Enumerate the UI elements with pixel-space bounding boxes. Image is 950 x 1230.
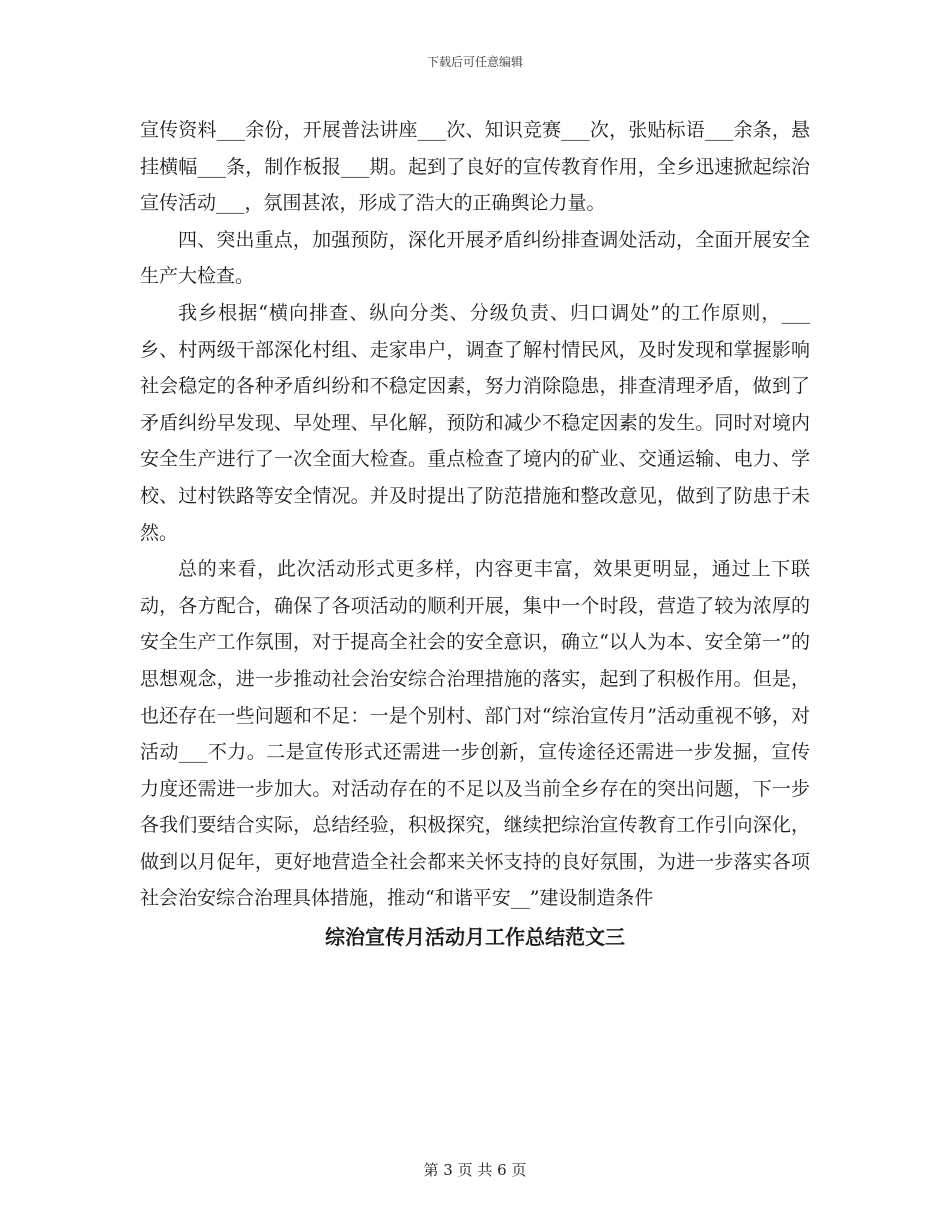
paragraph-summary: 总的来看，此次活动形式更多样，内容更丰富，效果更明显，通过上下联动，各方配合，确保了各项活动的顺利开展，集中一个时段，营造了较为浓厚的安全生产工作氛围，对于提高全社会的安全意识，确立“以人为本、安全第一”的思想观念，进一步推动社会治安综合治理措施的落实，起到了积极作用。但是，也还存在一些问题和不足：一是个别村、部门对“综治宣传月”活动重视不够，对活动___不力。二是宣传形式还需进一步创新，宣传途径还需进一步发掘，宣传力度还需进一步加大。对活动存在的不足以及当前全乡存在的突出问题，下一步各我们要结合实际，总结经验，积极探究，继续把综治宣传教育工作引向深化，做到以月促年，更好地营造全社会都来关怀支持的良好氛围，为进一步落实各项社会治安综合治理具体措施，推动“和谐平安__”建设制造条件 bbox=[140, 558, 810, 910]
paragraph-section-four-heading: 四、突出重点，加强预防，深化开展矛盾纠纷排查调处活动，全面开展安全生产大检查。 bbox=[140, 228, 810, 288]
document-body bbox=[140, 112, 810, 955]
section-title: 综治宣传月活动月工作总结范文三 bbox=[325, 925, 625, 950]
paragraph-publicity-stats: 宣传资料___余份，开展普法讲座___次、知识竞赛___次，张贴标语___余条，悬挂横幅___条，制作板报___期。起到了良好的宣传教育作用，全乡迅速掀起综治宣传活动___，氛围甚浓，形成了浩大的正确舆论力量。 bbox=[140, 119, 810, 215]
paragraph-dispute-investigation: 我乡根据“横向排查、纵向分类、分级负责、归口调处”的工作原则，___乡、村两级干部深化村组、走家串户，调查了解村情民风，及时发现和掌握影响社会稳定的各种矛盾纠纷和不稳定因素，努力消除隐患，排查清理矛盾，做到了矛盾纠纷早发现、早处理、早化解，预防和减少不稳定因素的发生。同时对境内安全生产进行了一次全面大检查。重点检查了境内的矿业、交通运输、电力、学校、过村铁路等安全情况。并及时提出了防范措施和整改意见，做到了防患于未然。 bbox=[140, 301, 810, 544]
page-number: 第 3 页 共 6 页 bbox=[423, 1161, 527, 1179]
page-header-note: 下载后可任意编辑 bbox=[426, 55, 523, 69]
